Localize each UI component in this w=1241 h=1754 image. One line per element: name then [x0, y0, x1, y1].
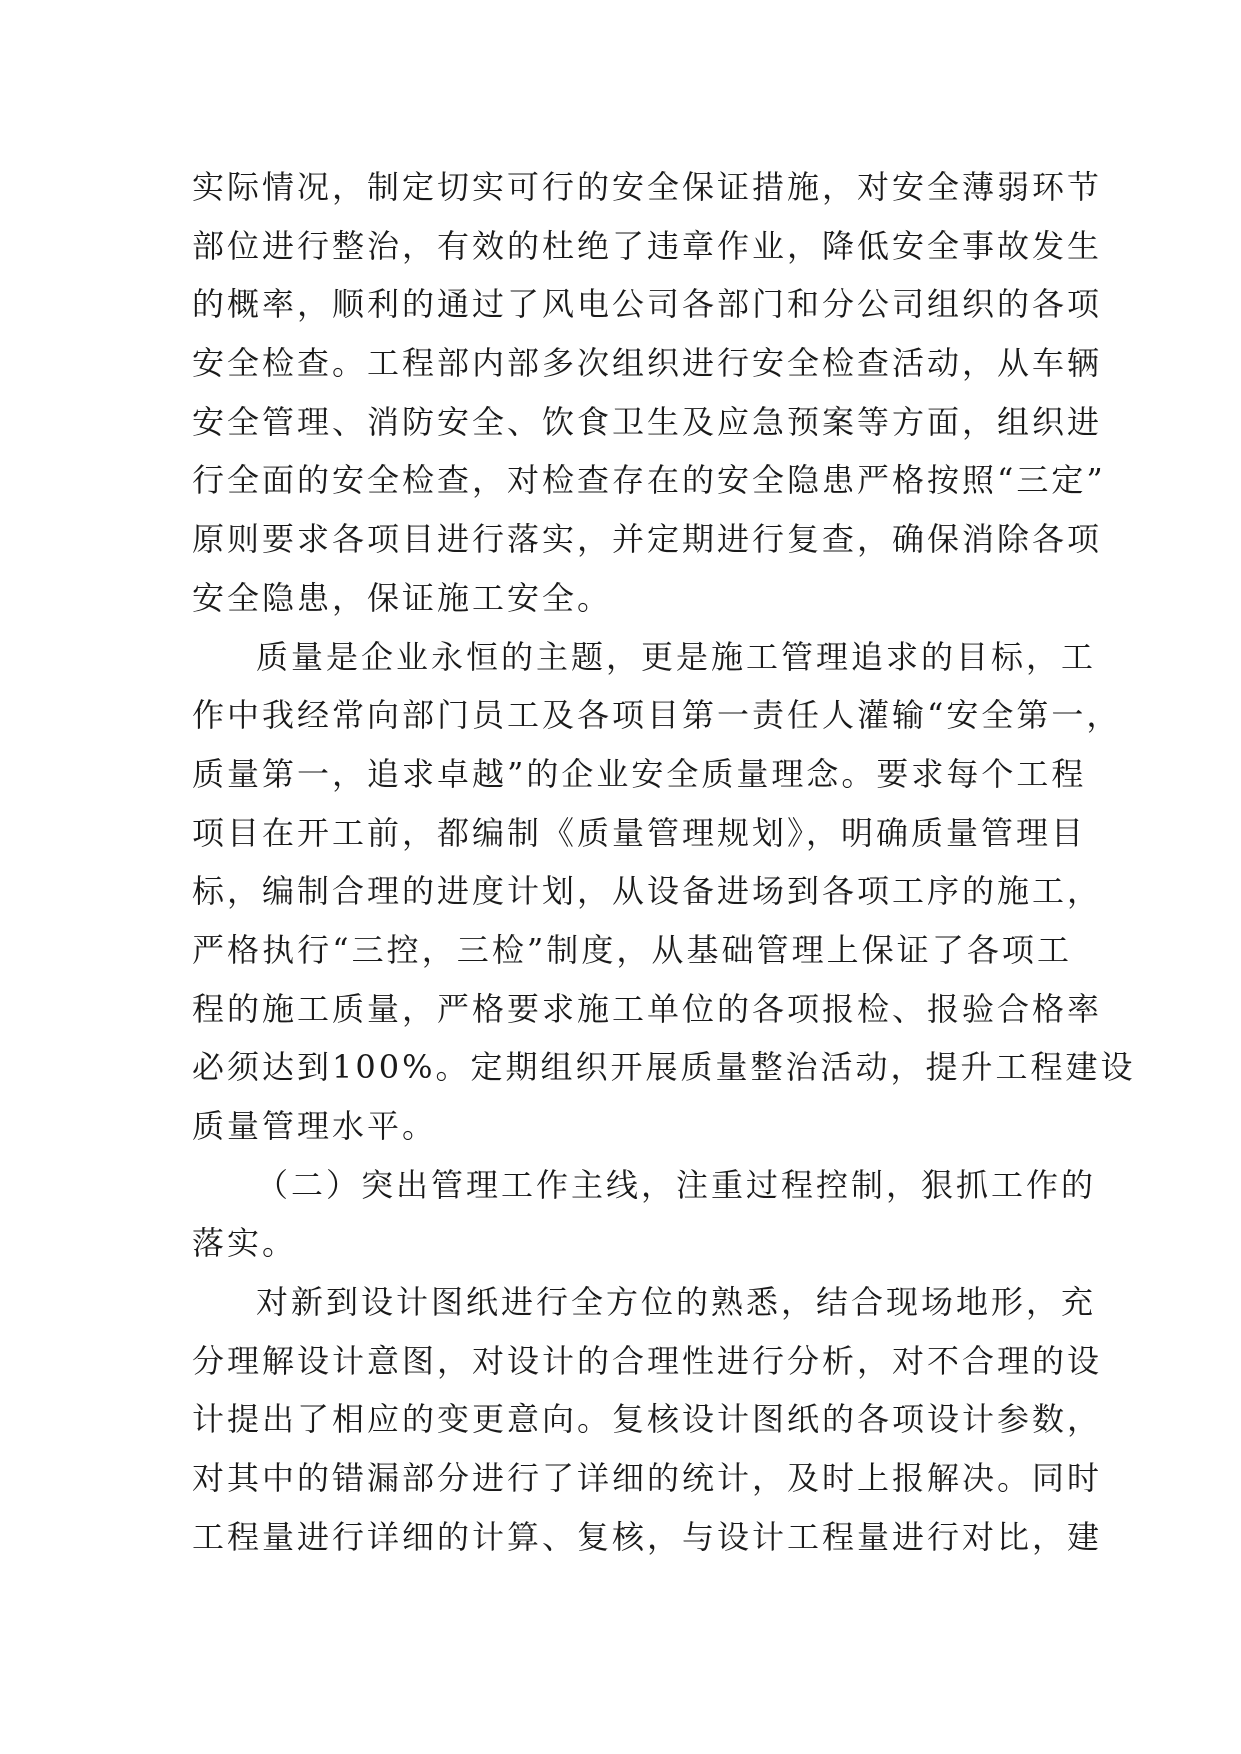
text-line: 项目在开工前，都编制《质量管理规划》，明确质量管理目: [192, 813, 1087, 852]
text-line: 质量管理水平。: [192, 1107, 438, 1145]
text-line: 必须达到100%。定期组织开展质量整治活动，提升工程建设: [192, 1048, 1136, 1087]
paragraph-safety: [192, 158, 1106, 628]
text-line: 的概率，顺利的通过了风电公司各部门和分公司组织的各项: [192, 285, 1103, 324]
text-line: 实际情况，制定切实可行的安全保证措施，对安全薄弱环节: [192, 168, 1103, 206]
text-line: 计提出了相应的变更意向。复核设计图纸的各项设计参数，: [192, 1400, 1103, 1439]
text-line: 作中我经常向部门员工及各项目第一责任人灌输“安全第一，: [192, 696, 1122, 735]
paragraph-design: [192, 1273, 1103, 1566]
heading-line: （二）突出管理工作主线，注重过程控制，狠抓工作的: [256, 1165, 1097, 1204]
document-body: [192, 158, 1136, 1567]
section-heading: [192, 1156, 1097, 1273]
paragraph-quality: [192, 628, 1136, 1156]
text-line: 行全面的安全检查，对检查存在的安全隐患严格按照“三定”: [192, 461, 1106, 500]
text-line: 质量第一，追求卓越”的企业安全质量理念。要求每个工程: [192, 754, 1087, 793]
text-line: 部位进行整治，有效的杜绝了违章作业，降低安全事故发生: [192, 226, 1103, 265]
text-line: 严格执行“三控，三检”制度，从基础管理上保证了各项工: [192, 930, 1072, 969]
text-line: 标，编制合理的进度计划，从设备进场到各项工序的施工，: [192, 872, 1103, 911]
text-line: 安全管理、消防安全、饮食卫生及应急预案等方面，组织进: [192, 402, 1103, 441]
text-line: 分理解设计意图，对设计的合理性进行分析，对不合理的设: [192, 1341, 1103, 1380]
text-line: 质量是企业永恒的主题，更是施工管理追求的目标，工: [256, 637, 1097, 676]
text-line: 对其中的错漏部分进行了详细的统计，及时上报解决。同时: [192, 1459, 1103, 1498]
text-line: 安全隐患，保证施工安全。: [192, 578, 613, 617]
text-line: 程的施工质量，严格要求施工单位的各项报检、报验合格率: [192, 989, 1103, 1028]
text-line: 工程量进行详细的计算、复核，与设计工程量进行对比，建: [192, 1517, 1103, 1556]
text-line: 原则要求各项目进行落实，并定期进行复查，确保消除各项: [192, 520, 1103, 559]
text-line: 对新到设计图纸进行全方位的熟悉，结合现场地形，充: [256, 1283, 1097, 1322]
text-line: 安全检查。工程部内部多次组织进行安全检查活动，从车辆: [192, 344, 1103, 383]
heading-line: 落实。: [192, 1224, 298, 1263]
